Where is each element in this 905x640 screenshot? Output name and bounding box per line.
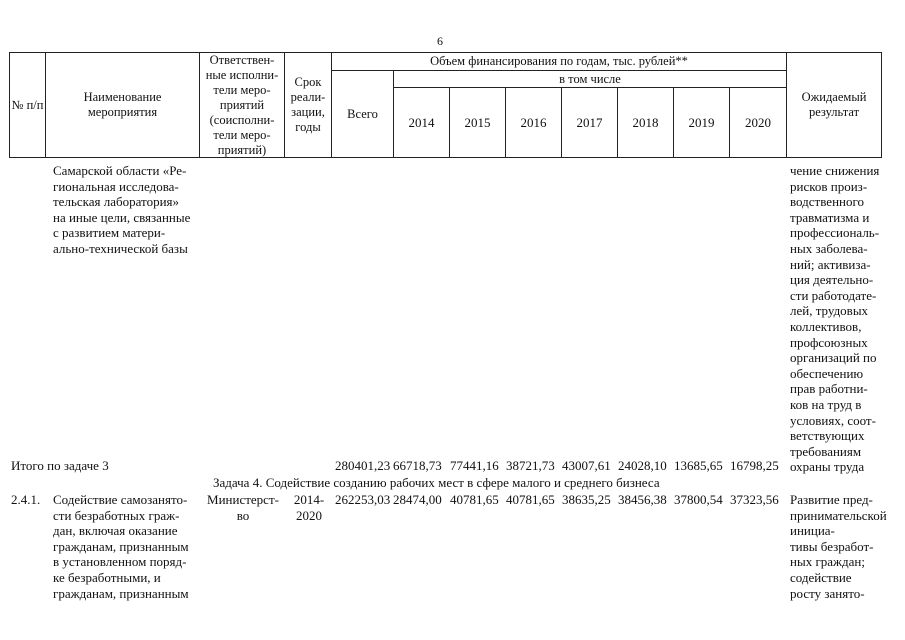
row-value: 38635,25: [562, 492, 611, 507]
page-number: 6: [437, 34, 443, 48]
text-line: Содействие самозанято-: [53, 492, 188, 507]
text-line: ных граждан;: [790, 554, 865, 570]
text-line: требованиям: [790, 443, 862, 459]
year-label: 2015: [464, 115, 491, 130]
text-line: ветствующих: [790, 428, 865, 444]
text-line: водственного: [790, 194, 864, 210]
header-funding: [331, 52, 787, 71]
header-exec: [199, 52, 285, 158]
row-value: 40781,65: [450, 492, 499, 507]
year-label: 2019: [688, 115, 715, 130]
header-exec-label: Ответствен-ные исполни-тели меро-приятий (соисполни-тели меро-приятий): [205, 52, 279, 157]
header-incl: [393, 70, 787, 88]
text-line: организаций по: [790, 350, 877, 366]
text-line: росту занято-: [790, 585, 865, 601]
text-line: 2020: [296, 507, 322, 523]
text-line: ков на труд в: [790, 396, 862, 412]
text-line: Министерст-: [207, 492, 279, 507]
total-value: 280401,23: [335, 458, 391, 473]
header-name-label: Наименование мероприятия: [83, 90, 162, 119]
header-year-2019: [673, 87, 730, 158]
text-line: Самарской области «Ре-: [53, 163, 187, 178]
row-241-result: [790, 492, 902, 601]
text-line: сти работодате-: [790, 287, 877, 303]
total-value: 43007,61: [562, 458, 611, 473]
header-incl-label: в том числе: [559, 71, 621, 86]
text-line: профессиональ-: [790, 225, 880, 241]
row-value: 38456,38: [618, 492, 667, 507]
text-line: чение снижения: [790, 163, 880, 178]
header-year-2015: [449, 87, 506, 158]
text-line: с развитием матери-: [53, 225, 166, 241]
row-value: 37323,56: [730, 492, 779, 507]
row-value: 262253,03: [335, 492, 391, 507]
header-result: [786, 52, 882, 158]
text-line: принимательской инициа-: [790, 507, 887, 539]
header-num-label: № п/п: [11, 97, 44, 112]
year-label: 2017: [576, 115, 603, 130]
text-line: во: [236, 507, 250, 523]
header-year-2014: [393, 87, 450, 158]
total-label: Итого по задаче 3: [11, 458, 109, 473]
text-line: тивы безработ-: [790, 538, 874, 554]
header-funding-label: Объем финансирования по годам, тыс. рублей**: [430, 54, 688, 68]
year-label: 2018: [632, 115, 659, 130]
row-value: 28474,00: [393, 492, 442, 507]
text-line: гражданам, признанным: [53, 585, 189, 601]
text-line: дан, включая оказание: [53, 523, 178, 539]
header-year-2016: [505, 87, 562, 158]
header-total: [331, 70, 394, 158]
continued-name: [53, 163, 196, 257]
header-name: [45, 52, 200, 158]
text-line: травматизма и: [790, 209, 870, 225]
text-line: охраны труда: [790, 459, 865, 475]
header-year-2017: [561, 87, 618, 158]
text-line: профсоюзных: [790, 334, 868, 350]
text-line: ально-технической базы: [53, 240, 188, 256]
header-year-2018: [617, 87, 674, 158]
row-value: 40781,65: [506, 492, 555, 507]
text-line: рисков произ-: [790, 178, 868, 194]
total-value: 66718,73: [393, 458, 442, 473]
row-value: 37800,54: [674, 492, 723, 507]
text-line: 2014-: [293, 492, 325, 507]
row-number: 2.4.1.: [11, 492, 41, 507]
total-value: 38721,73: [506, 458, 555, 473]
row-241-term: [289, 492, 329, 523]
row-241-name: [53, 492, 196, 601]
continued-result: [790, 163, 902, 475]
text-line: ных заболева-: [790, 240, 868, 256]
text-line: прав работни-: [790, 381, 868, 397]
text-line: лей, трудовых: [790, 303, 869, 319]
text-line: ция деятельно-: [790, 272, 874, 288]
year-label: 2014: [408, 115, 435, 130]
text-line: обеспечению: [790, 365, 864, 381]
total-value: 16798,25: [730, 458, 779, 473]
header-year-2020: [729, 87, 787, 158]
text-line: коллективов,: [790, 318, 862, 334]
task-title: Задача 4. Содействие созданию рабочих мест в сфере малого и среднего бизнеса: [213, 475, 660, 490]
text-line: ний; активиза-: [790, 256, 871, 272]
year-label: 2016: [520, 115, 547, 130]
total-value: 13685,65: [674, 458, 723, 473]
year-label: 2020: [745, 115, 771, 130]
text-line: на иные цели, связанные: [53, 209, 191, 225]
text-line: в установленном поряд-: [53, 554, 187, 570]
text-line: содействие: [790, 569, 852, 585]
header-total-label: Всего: [347, 106, 378, 121]
header-term-label: Срок реали-зации, годы: [290, 75, 326, 134]
text-line: гиональная исследова-: [53, 178, 179, 194]
text-line: ке безработными, и: [53, 569, 161, 585]
text-line: условиях, соот-: [790, 412, 876, 428]
row-241-exec: [203, 492, 283, 523]
text-line: тельская лаборатория»: [53, 194, 180, 210]
header-num: [9, 52, 46, 158]
text-line: Развитие пред-: [790, 492, 873, 507]
total-value: 24028,10: [618, 458, 667, 473]
text-line: гражданам, признанным: [53, 538, 189, 554]
header-term: [284, 52, 332, 158]
header-result-label: Ожидаемый результат: [801, 90, 867, 119]
text-line: сти безработных граж-: [53, 507, 180, 523]
total-value: 77441,16: [450, 458, 499, 473]
